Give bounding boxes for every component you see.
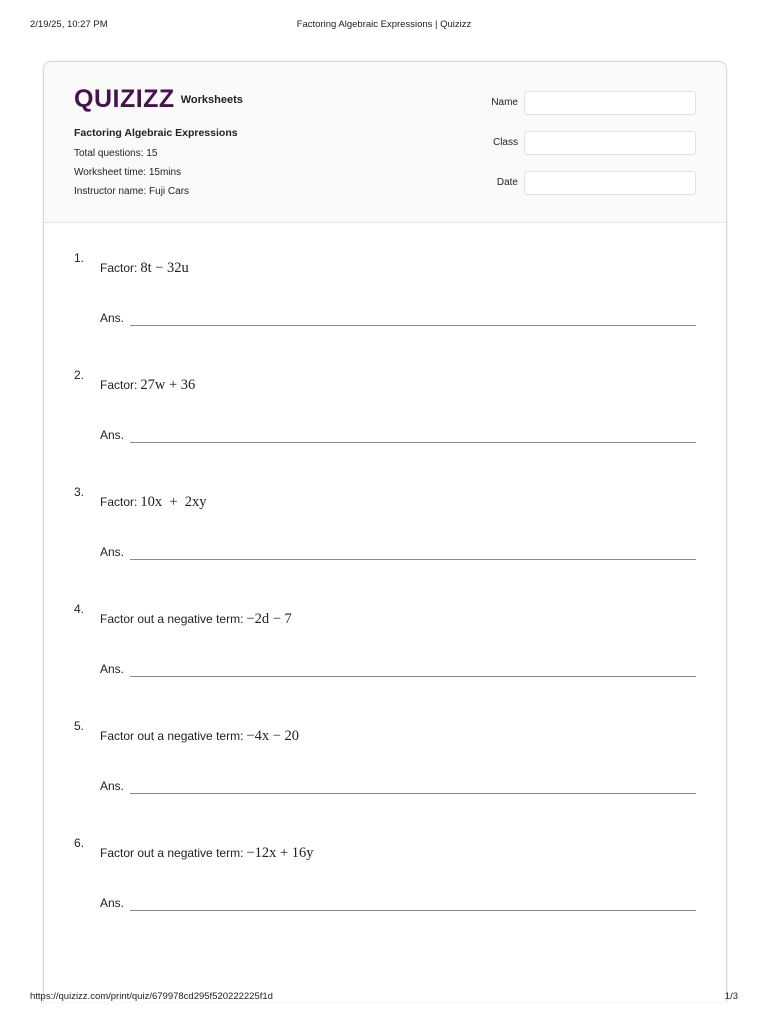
- question-item: [44, 602, 726, 702]
- question-number: 6.: [74, 836, 85, 850]
- date-field[interactable]: [524, 171, 696, 195]
- instructor-name: Instructor name: Fuji Cars: [74, 186, 190, 197]
- question-number: 5.: [74, 719, 85, 733]
- answer-line[interactable]: [130, 910, 696, 911]
- worksheet-time: Worksheet time: 15mins: [74, 167, 182, 178]
- question-prompt: Factor out a negative term:: [100, 612, 244, 626]
- worksheet-header: [44, 62, 726, 223]
- question-item: [44, 368, 726, 468]
- question-text: [100, 845, 314, 862]
- question-expression: 10x + 2xy: [140, 494, 207, 510]
- print-footer: [30, 991, 738, 1005]
- question-expression: −12x + 16y: [246, 845, 314, 861]
- question-prompt: Factor:: [100, 378, 138, 392]
- answer-label: Ans.: [100, 428, 125, 442]
- question-number: 2.: [74, 368, 85, 382]
- worksheet-card: [43, 61, 727, 1002]
- class-label: Class: [492, 137, 518, 148]
- question-number: 3.: [74, 485, 85, 499]
- print-title: Factoring Algebraic Expressions | Quizizz: [296, 19, 472, 30]
- question-expression: 8t − 32u: [140, 260, 189, 276]
- answer-label: Ans.: [100, 545, 125, 559]
- question-text: [100, 260, 189, 277]
- answer-label: Ans.: [100, 779, 125, 793]
- answer-line[interactable]: [130, 559, 696, 560]
- question-text: [100, 611, 292, 628]
- question-prompt: Factor:: [100, 495, 138, 509]
- question-expression: −2d − 7: [246, 611, 292, 627]
- answer-line[interactable]: [130, 793, 696, 794]
- question-prompt: Factor:: [100, 261, 138, 275]
- question-item: [44, 836, 726, 936]
- question-expression: −4x − 20: [246, 728, 300, 744]
- question-expression: 27w + 36: [140, 377, 196, 393]
- answer-label: Ans.: [100, 311, 125, 325]
- question-prompt: Factor out a negative term:: [100, 846, 244, 860]
- brand-subtitle: Worksheets: [180, 94, 243, 106]
- answer-line[interactable]: [130, 325, 696, 326]
- name-label: Name: [491, 97, 518, 108]
- total-questions: Total questions: 15: [74, 148, 158, 159]
- question-item: [44, 719, 726, 819]
- class-field[interactable]: [524, 131, 696, 155]
- print-datetime: 2/19/25, 10:27 PM: [30, 19, 108, 30]
- answer-line[interactable]: [130, 676, 696, 677]
- question-number: 1.: [74, 251, 85, 265]
- question-prompt: Factor out a negative term:: [100, 729, 244, 743]
- print-header: [30, 19, 738, 33]
- question-text: [100, 377, 195, 394]
- question-item: [44, 485, 726, 585]
- quizizz-logo: QUIZIZZ: [74, 84, 175, 113]
- answer-label: Ans.: [100, 662, 125, 676]
- brand: [74, 84, 243, 114]
- answer-label: Ans.: [100, 896, 125, 910]
- page-number: 1/3: [724, 991, 738, 1002]
- question-item: [44, 251, 726, 351]
- name-field[interactable]: [524, 91, 696, 115]
- question-number: 4.: [74, 602, 85, 616]
- print-url: https://quizizz.com/print/quiz/679978cd295f520222225f1d: [30, 991, 273, 1002]
- date-label: Date: [496, 177, 518, 188]
- question-text: [100, 728, 299, 745]
- question-text: [100, 494, 207, 511]
- answer-line[interactable]: [130, 442, 696, 443]
- worksheet-title: Factoring Algebraic Expressions: [74, 127, 238, 139]
